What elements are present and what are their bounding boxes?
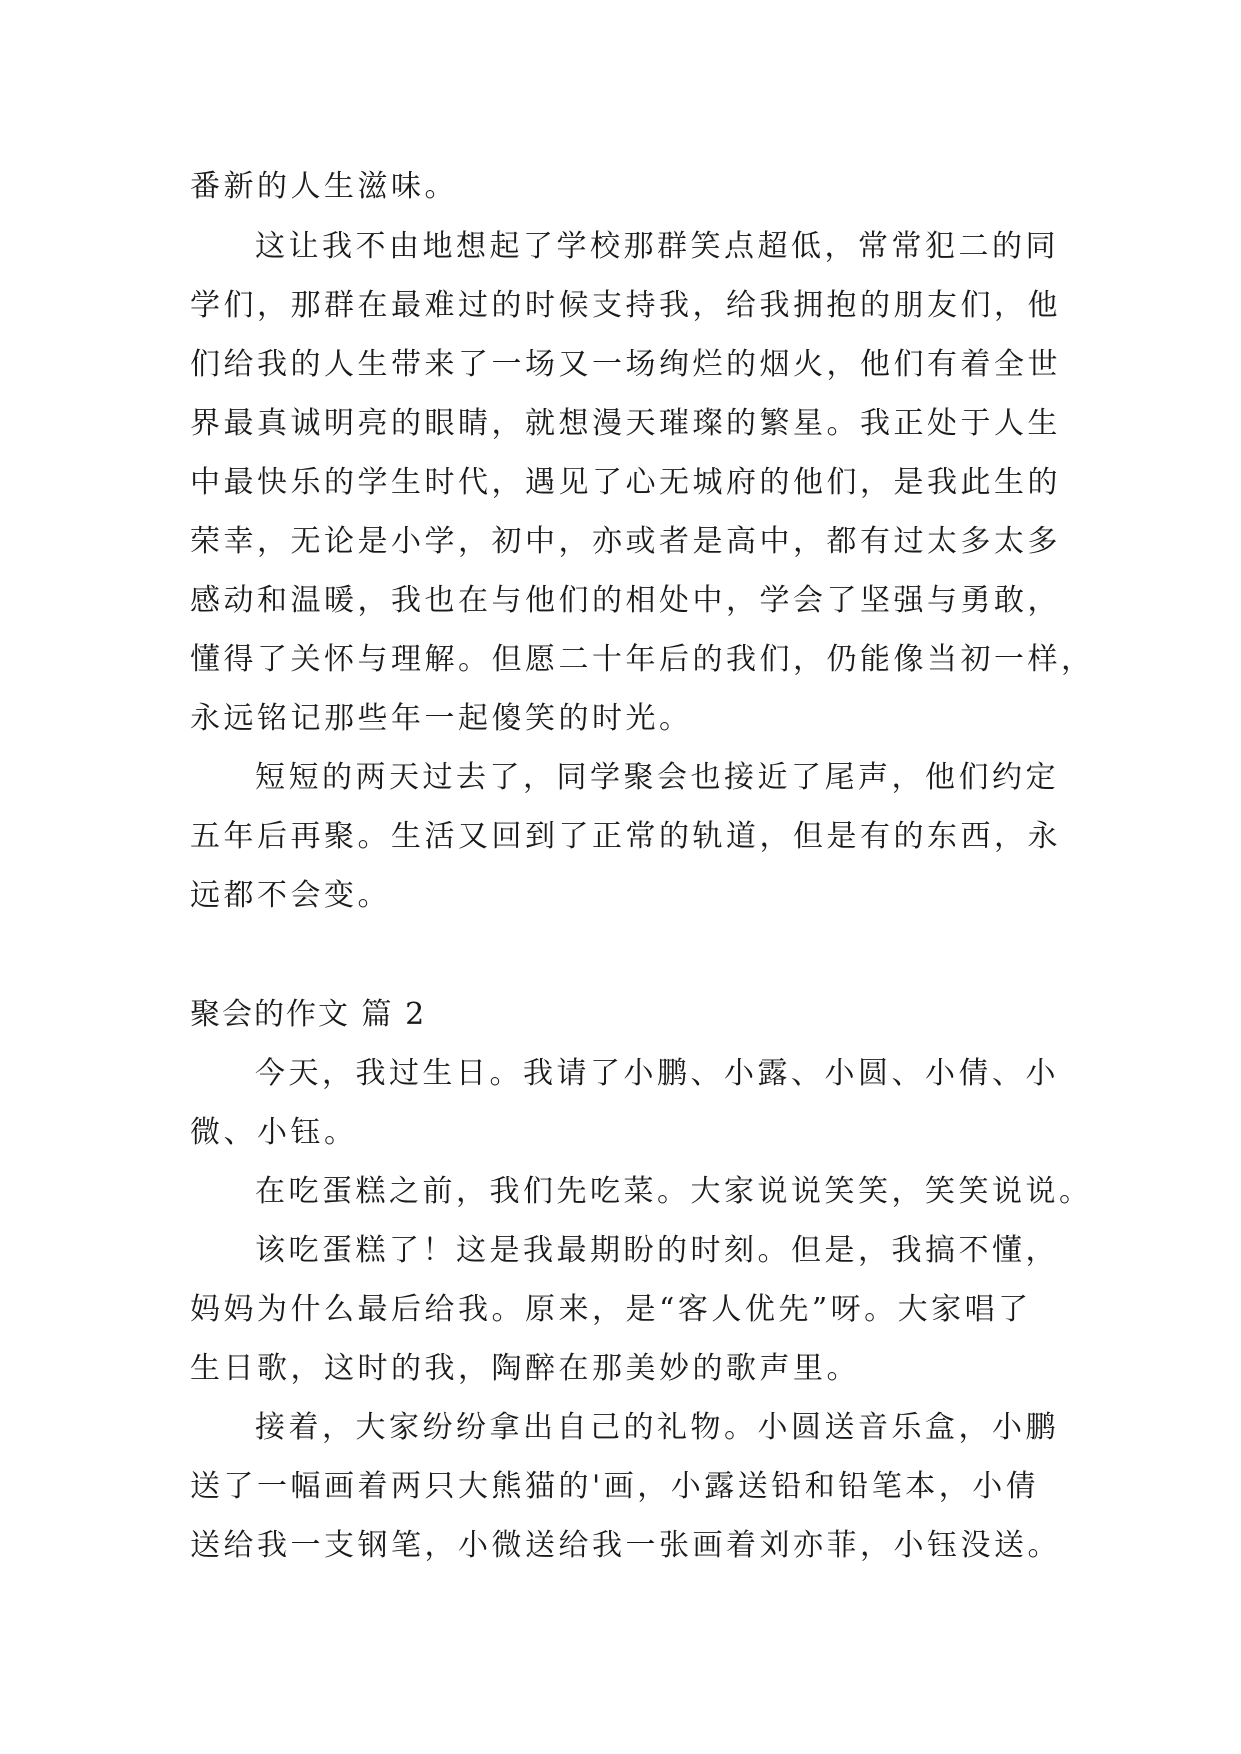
paragraph-start: 短短的两天过去了，同学聚会也接近了尾声，他们约定 bbox=[255, 760, 1059, 795]
text-line: 远都不会变。 bbox=[190, 878, 391, 913]
paragraph-start: 该吃蛋糕了！这是我最期盼的时刻。但是，我搞不懂， bbox=[255, 1233, 1059, 1268]
paragraph-start: 在吃蛋糕之前，我们先吃菜。大家说说笑笑，笑笑说说。 bbox=[255, 1174, 1093, 1209]
text-line: 荣幸，无论是小学，初中，亦或者是高中，都有过太多太多 bbox=[190, 524, 1061, 559]
paragraph-start: 接着，大家纷纷拿出自己的礼物。小圆送音乐盒，小鹏 bbox=[255, 1410, 1059, 1445]
text-line: 中最快乐的学生时代，遇见了心无城府的他们，是我此生的 bbox=[190, 465, 1061, 500]
text-line: 微、小钰。 bbox=[190, 1115, 358, 1150]
text-line: 送给我一支钢笔，小微送给我一张画着刘亦菲，小钰没送。 bbox=[190, 1528, 1061, 1563]
paragraph-start: 这让我不由地想起了学校那群笑点超低，常常犯二的同 bbox=[255, 229, 1059, 264]
text-line: 送了一幅画着两只大熊猫的'画，小露送铅和铅笔本，小倩 bbox=[190, 1469, 1040, 1504]
text-line: 感动和温暖，我也在与他们的相处中，学会了坚强与勇敢， bbox=[190, 583, 1061, 618]
text-line: 们给我的人生带来了一场又一场绚烂的烟火，他们有着全世 bbox=[190, 347, 1061, 382]
text-line: 生日歌，这时的我，陶醉在那美妙的歌声里。 bbox=[190, 1351, 860, 1386]
section-heading: 聚会的作文 篇 2 bbox=[190, 997, 427, 1032]
text-line: 界最真诚明亮的眼睛，就想漫天璀璨的繁星。我正处于人生 bbox=[190, 406, 1061, 441]
text-line: 永远铭记那些年一起傻笑的时光。 bbox=[190, 701, 693, 736]
paragraph-start: 今天，我过生日。我请了小鹏、小露、小圆、小倩、小 bbox=[255, 1056, 1059, 1091]
text-line: 五年后再聚。生活又回到了正常的轨道，但是有的东西，永 bbox=[190, 819, 1061, 854]
text-line: 懂得了关怀与理解。但愿二十年后的我们，仍能像当初一样， bbox=[190, 642, 1095, 677]
text-line: 妈妈为什么最后给我。原来，是“客人优先”呀。大家唱了 bbox=[190, 1292, 1032, 1327]
text-line: 番新的人生滋味。 bbox=[190, 169, 458, 204]
text-line: 学们，那群在最难过的时候支持我，给我拥抱的朋友们，他 bbox=[190, 288, 1061, 323]
